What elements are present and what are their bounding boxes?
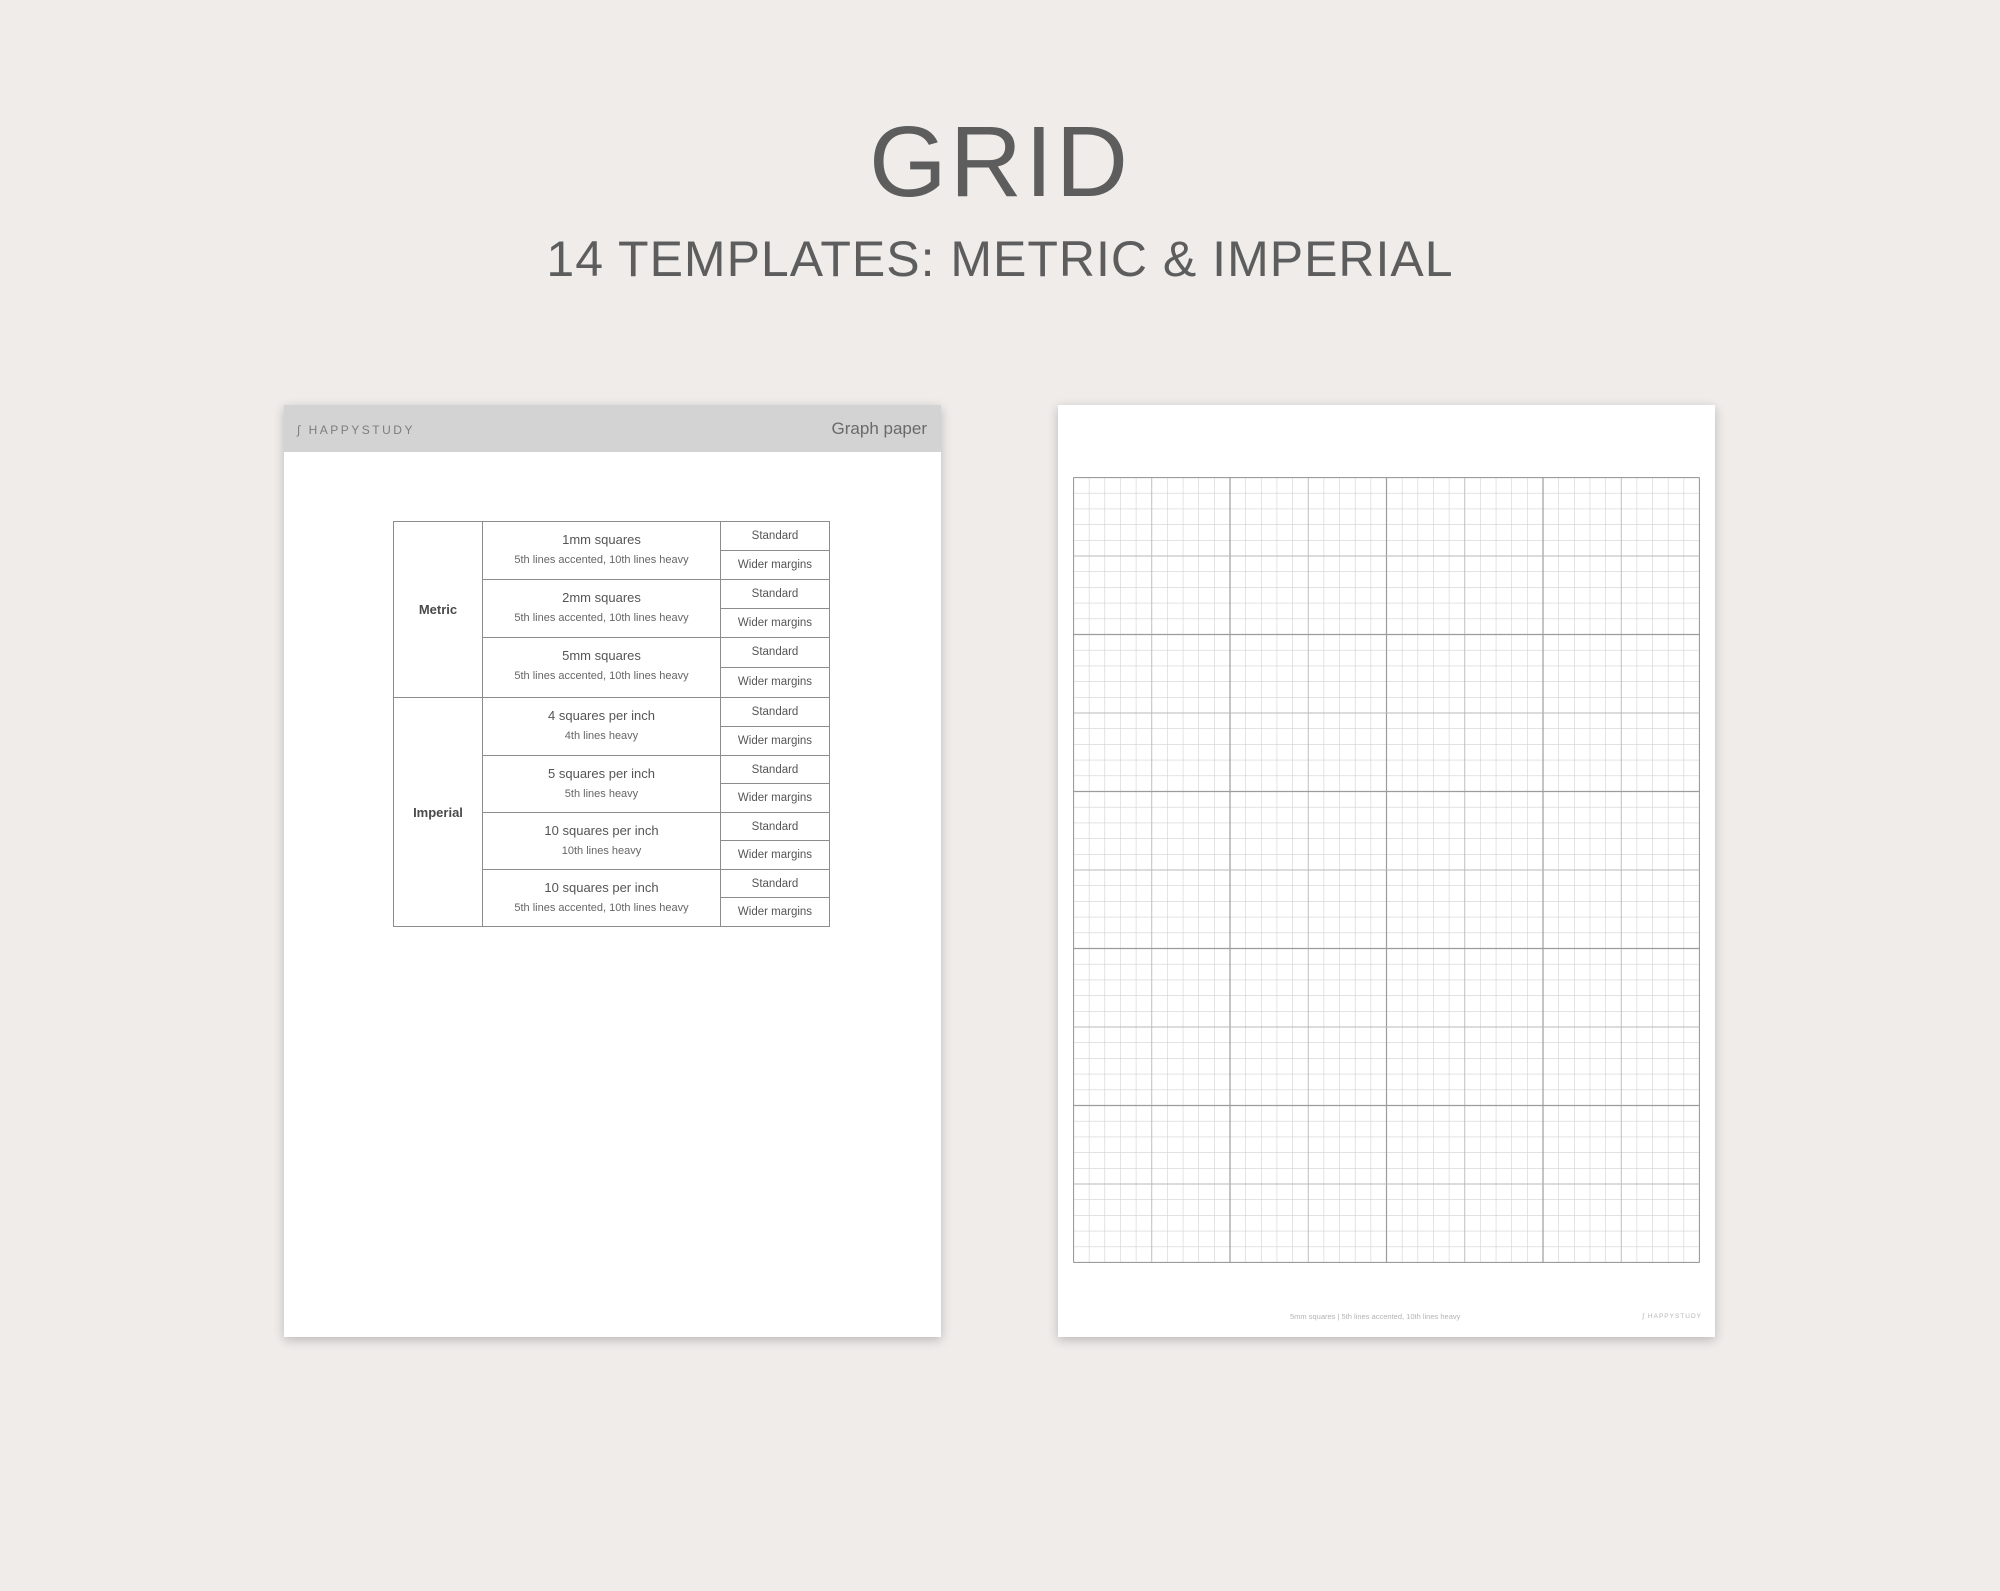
toc-row — [483, 580, 829, 637]
toc-row — [483, 522, 829, 579]
toc-row — [483, 638, 829, 697]
row-note: 5th lines accented, 10th lines heavy — [514, 612, 689, 624]
hero-title: GRID — [869, 106, 1131, 218]
option-standard[interactable]: Standard — [721, 698, 829, 727]
option-standard[interactable]: Standard — [721, 522, 829, 551]
option-standard[interactable]: Standard — [721, 756, 829, 784]
toc-row — [483, 756, 829, 812]
row-title: 2mm squares — [562, 590, 641, 605]
toc-row — [483, 813, 829, 869]
option-wider-margins[interactable]: Wider margins — [737, 616, 813, 629]
row-note: 4th lines heavy — [564, 730, 639, 742]
row-title: 10 squares per inch — [544, 880, 659, 895]
option-standard[interactable]: Standard — [721, 580, 829, 609]
page-header-title: Graph paper — [831, 419, 927, 438]
toc-row — [483, 870, 829, 926]
option-standard[interactable]: Standard — [721, 870, 829, 898]
option-wider-margins[interactable]: Wider margins — [737, 558, 813, 571]
row-note: 10th lines heavy — [561, 845, 642, 857]
group-label-metric: Metric — [394, 522, 483, 697]
hero-subtitle: 14 TEMPLATES: METRIC & IMPERIAL — [546, 231, 1454, 287]
row-note: 5th lines accented, 10th lines heavy — [514, 902, 689, 914]
row-note: 5th lines accented, 10th lines heavy — [514, 670, 689, 682]
row-title: 1mm squares — [562, 532, 641, 547]
option-wider-margins[interactable]: Wider margins — [737, 792, 813, 804]
group-label-imperial: Imperial — [394, 698, 483, 926]
footer-note: 5mm squares | 5th lines accented, 10th lines heavy — [1290, 1312, 1461, 1321]
toc-row — [483, 698, 829, 755]
row-title: 4 squares per inch — [548, 708, 655, 723]
option-standard[interactable]: Standard — [721, 813, 829, 841]
row-note: 5th lines heavy — [564, 788, 639, 800]
graph-paper-page — [1058, 405, 1715, 1337]
footer-brand-logo: ∫ HAPPYSTUDY — [1642, 1313, 1702, 1320]
row-title: 5mm squares — [562, 648, 641, 663]
row-title: 10 squares per inch — [544, 823, 659, 838]
brand-logo: ∫ HAPPYSTUDY — [297, 423, 415, 437]
toc-table — [393, 521, 830, 927]
option-standard[interactable]: Standard — [721, 638, 829, 668]
option-wider-margins[interactable]: Wider margins — [737, 906, 813, 918]
toc-page — [284, 405, 941, 1337]
option-wider-margins[interactable]: Wider margins — [737, 849, 813, 861]
option-wider-margins[interactable]: Wider margins — [737, 676, 813, 689]
row-note: 5th lines accented, 10th lines heavy — [514, 554, 689, 566]
graph-grid — [1073, 477, 1700, 1263]
page-header — [284, 405, 941, 452]
row-title: 5 squares per inch — [548, 766, 655, 781]
option-wider-margins[interactable]: Wider margins — [737, 734, 813, 747]
